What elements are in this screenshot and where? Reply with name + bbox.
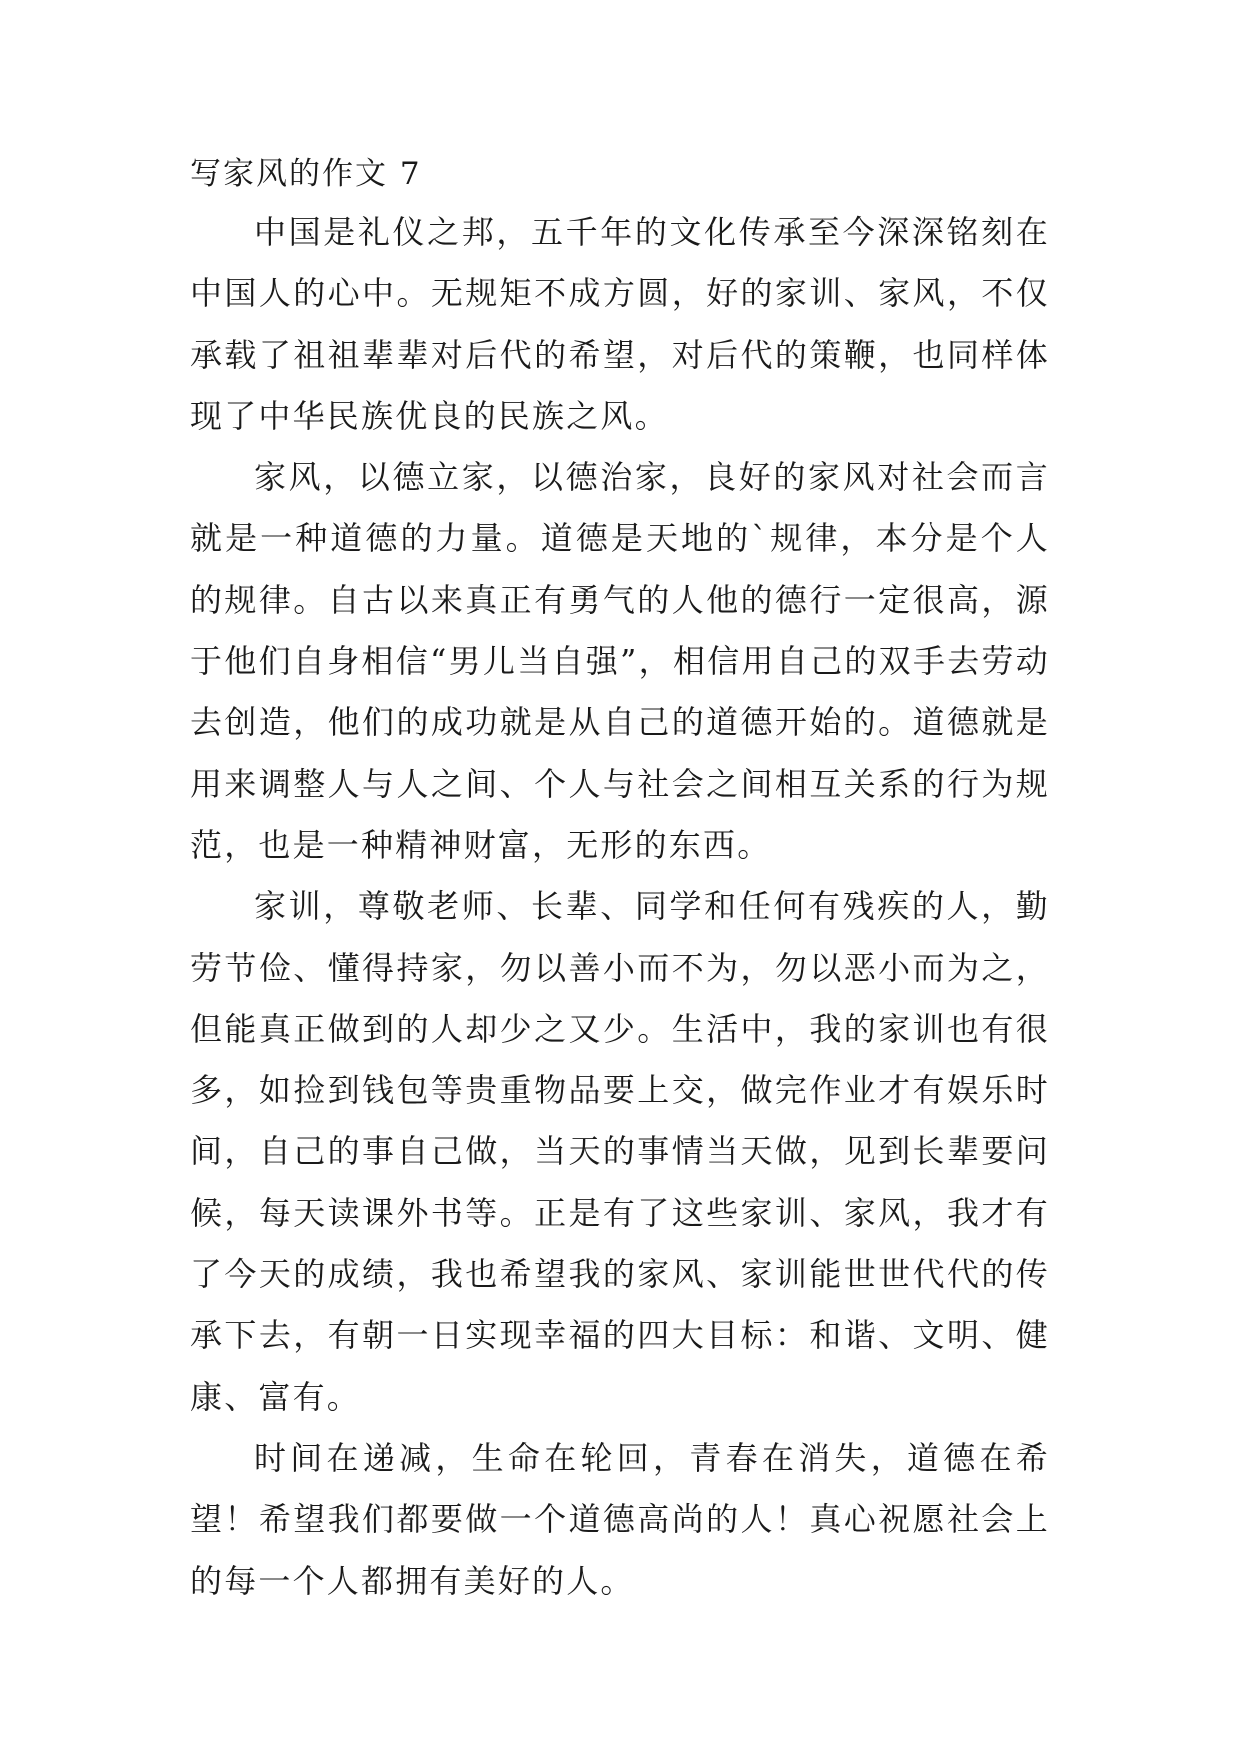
document-title: 写家风的作文 7	[190, 156, 422, 192]
document-body	[190, 146, 1050, 1612]
paragraph-1: 中国是礼仪之邦，五千年的文化传承至今深深铭刻在中国人的心中。无规矩不成方圆，好的家训、家风，不仅承载了祖祖辈辈对后代的希望，对后代的策鞭，也同样体现了中华民族优良的民族之风。	[190, 213, 1050, 435]
paragraph-3: 家训，尊敬老师、长辈、同学和任何有残疾的人，勤劳节俭、懂得持家，勿以善小而不为，勿以恶小而为之，但能真正做到的人却少之又少。生活中，我的家训也有很多，如捡到钱包等贵重物品要上交，做完作业才有娱乐时间，自己的事自己做，当天的事情当天做，见到长辈要问候，每天读课外书等。正是有了这些家训、家风，我才有了今天的成绩，我也希望我的家风、家训能世世代代的传承下去，有朝一日实现幸福的四大目标：和谐、文明、健康、富有。	[190, 887, 1050, 1416]
paragraph-2: 家风，以德立家，以德治家，良好的家风对社会而言就是一种道德的力量。道德是天地的`规律，本分是个人的规律。自古以来真正有勇气的人他的德行一定很高，源于他们自身相信“男儿当自强”，相信用自己的双手去劳动去创造，他们的成功就是从自己的道德开始的。道德就是用来调整人与人之间、个人与社会之间相互关系的行为规范，也是一种精神财富，无形的东西。	[190, 458, 1050, 864]
paragraph-4: 时间在递减，生命在轮回，青春在消失，道德在希望！希望我们都要做一个道德高尚的人！真心祝愿社会上的每一个人都拥有美好的人。	[190, 1438, 1050, 1600]
